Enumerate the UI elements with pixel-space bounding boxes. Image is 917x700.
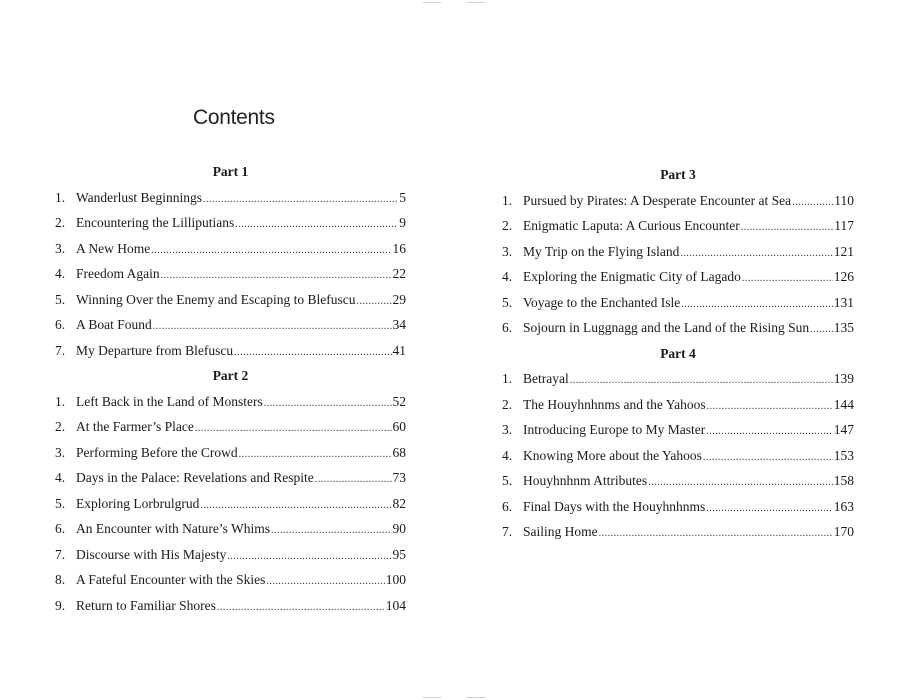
page-number: 100 bbox=[385, 572, 406, 587]
chapter-number: 6. bbox=[502, 498, 513, 514]
chapter-number: 6. bbox=[55, 521, 66, 536]
part-heading: Part 2 bbox=[212, 368, 249, 383]
chapter-number: 5. bbox=[55, 291, 66, 307]
page-number: 144 bbox=[833, 396, 854, 412]
toc-entry[interactable] bbox=[502, 188, 854, 214]
toc-entry[interactable] bbox=[502, 239, 854, 265]
chapter-title: Exploring Lorbrulgrud bbox=[76, 495, 200, 511]
chapter-number: 2. bbox=[55, 215, 66, 230]
page-title: Contents bbox=[193, 106, 275, 129]
dot-leader bbox=[217, 595, 385, 621]
part-heading: Part 1 bbox=[212, 164, 249, 179]
toc-entry[interactable] bbox=[502, 366, 854, 392]
dot-leader bbox=[681, 292, 833, 318]
part-heading: Part 4 bbox=[660, 345, 696, 361]
chapter-number: 5. bbox=[55, 495, 66, 511]
page-number: 60 bbox=[392, 419, 406, 434]
dot-leader bbox=[680, 241, 832, 267]
chapter-number: 8. bbox=[55, 572, 66, 587]
page-number: 73 bbox=[392, 470, 406, 485]
dot-leader bbox=[195, 416, 392, 442]
dot-leader bbox=[792, 190, 833, 216]
chapter-title: A Fateful Encounter with the Skies bbox=[76, 572, 266, 587]
chapter-number: 7. bbox=[55, 546, 66, 562]
chapter-number: 2. bbox=[502, 396, 513, 412]
chapter-title: At the Farmer’s Place bbox=[76, 419, 194, 434]
toc-entry[interactable] bbox=[55, 236, 406, 262]
chapter-number: 7. bbox=[502, 524, 513, 539]
chapter-title: Winning Over the Enemy and Escaping to Blefuscu bbox=[76, 291, 356, 307]
toc-entry[interactable] bbox=[55, 414, 406, 440]
chapter-number: 3. bbox=[55, 444, 66, 460]
dot-leader bbox=[239, 442, 392, 468]
chapter-title: My Departure from Blefuscu bbox=[76, 342, 234, 358]
chapter-title: Final Days with the Houyhnhnms bbox=[523, 498, 706, 514]
toc-entry[interactable] bbox=[55, 312, 406, 338]
page-number: 121 bbox=[833, 243, 854, 259]
crop-mark-top-right bbox=[467, 2, 485, 3]
dot-leader bbox=[648, 470, 833, 496]
page-number: 82 bbox=[392, 495, 406, 511]
chapter-number: 7. bbox=[55, 342, 66, 358]
dot-leader bbox=[742, 266, 833, 292]
page-number: 22 bbox=[392, 266, 406, 281]
toc-entry[interactable] bbox=[55, 185, 406, 211]
toc-entry[interactable] bbox=[55, 593, 406, 619]
chapter-number: 1. bbox=[502, 371, 513, 386]
toc-right-column bbox=[502, 162, 854, 545]
page-number: 34 bbox=[392, 317, 406, 332]
toc-entry[interactable] bbox=[55, 567, 406, 593]
chapter-number: 6. bbox=[55, 317, 66, 332]
toc-entry[interactable] bbox=[55, 516, 406, 542]
page-number: 139 bbox=[833, 371, 854, 386]
page-number: 158 bbox=[833, 473, 854, 488]
toc-entry[interactable] bbox=[55, 338, 406, 364]
page-number: 90 bbox=[392, 521, 406, 536]
toc-entry[interactable] bbox=[55, 440, 406, 466]
toc-entry[interactable] bbox=[502, 443, 854, 469]
page-number: 52 bbox=[392, 393, 406, 409]
dot-leader bbox=[151, 238, 391, 264]
page-number: 5 bbox=[399, 189, 406, 205]
page-number: 29 bbox=[392, 291, 406, 307]
toc-entry[interactable] bbox=[502, 392, 854, 418]
chapter-title: Return to Familiar Shores bbox=[76, 597, 216, 613]
dot-leader bbox=[200, 493, 391, 519]
dot-leader bbox=[315, 467, 392, 493]
dot-leader bbox=[706, 419, 833, 445]
toc-entry[interactable] bbox=[55, 491, 406, 517]
page-number: 16 bbox=[392, 240, 406, 256]
dot-leader bbox=[599, 521, 833, 547]
page-number: 95 bbox=[392, 546, 406, 562]
chapter-number: 2. bbox=[502, 218, 513, 233]
crop-mark-bottom-right bbox=[467, 697, 485, 698]
dot-leader bbox=[227, 544, 391, 570]
chapter-number: 3. bbox=[502, 243, 513, 259]
chapter-number: 4. bbox=[55, 470, 66, 485]
chapter-title: Encountering the Lilliputians bbox=[76, 215, 235, 230]
chapter-number: 1. bbox=[502, 192, 513, 208]
dot-leader bbox=[203, 187, 398, 213]
chapter-number: 4. bbox=[55, 266, 66, 281]
page-number: 147 bbox=[833, 422, 854, 437]
chapter-title: Introducing Europe to My Master bbox=[523, 422, 706, 437]
dot-leader bbox=[234, 340, 391, 366]
dot-leader bbox=[810, 317, 833, 343]
toc-entry[interactable] bbox=[55, 465, 406, 491]
chapter-title: My Trip on the Flying Island bbox=[523, 243, 680, 259]
chapter-number: 4. bbox=[502, 269, 513, 284]
chapter-title: Days in the Palace: Revelations and Respite bbox=[76, 470, 314, 485]
chapter-title: Knowing More about the Yahoos bbox=[523, 447, 702, 463]
page-number: 104 bbox=[385, 597, 406, 613]
toc-entry[interactable] bbox=[55, 210, 406, 236]
toc-entry[interactable] bbox=[502, 213, 854, 239]
toc-entry[interactable] bbox=[502, 468, 854, 494]
dot-leader bbox=[741, 215, 834, 241]
page-number: 163 bbox=[833, 498, 854, 514]
dot-leader bbox=[266, 569, 384, 595]
dot-leader bbox=[706, 496, 833, 522]
toc-entry[interactable] bbox=[502, 519, 854, 545]
toc-entry[interactable] bbox=[55, 389, 406, 415]
toc-entry[interactable] bbox=[55, 261, 406, 287]
chapter-number: 4. bbox=[502, 447, 513, 463]
chapter-title: Sailing Home bbox=[523, 524, 598, 539]
dot-leader bbox=[570, 368, 833, 394]
chapter-number: 9. bbox=[55, 597, 66, 613]
chapter-title: Voyage to the Enchanted Isle bbox=[523, 294, 681, 310]
page-number: 153 bbox=[833, 447, 854, 463]
chapter-number: 5. bbox=[502, 473, 513, 488]
page-number: 68 bbox=[392, 444, 406, 460]
dot-leader bbox=[153, 314, 392, 340]
chapter-number: 3. bbox=[502, 422, 513, 437]
dot-leader bbox=[357, 289, 392, 315]
chapter-number: 1. bbox=[55, 393, 66, 409]
page-number: 170 bbox=[833, 524, 854, 539]
toc-entry[interactable] bbox=[55, 287, 406, 313]
chapter-number: 6. bbox=[502, 320, 513, 335]
page-number: 135 bbox=[833, 320, 854, 335]
chapter-title: Houyhnhnm Attributes bbox=[523, 473, 648, 488]
chapter-number: 5. bbox=[502, 294, 513, 310]
chapter-title: Sojourn in Luggnagg and the Land of the Rising Sun bbox=[523, 320, 810, 335]
toc-entry[interactable] bbox=[502, 417, 854, 443]
dot-leader bbox=[707, 394, 833, 420]
chapter-title: Enigmatic Laputa: A Curious Encounter bbox=[523, 218, 740, 233]
chapter-number: 2. bbox=[55, 419, 66, 434]
toc-entry[interactable] bbox=[502, 315, 854, 341]
page-number: 117 bbox=[834, 218, 854, 233]
page-number: 126 bbox=[833, 269, 854, 284]
toc-entry[interactable] bbox=[502, 494, 854, 520]
page-number: 131 bbox=[833, 294, 854, 310]
toc-left-column bbox=[55, 159, 406, 618]
dot-leader bbox=[235, 212, 398, 238]
chapter-title: Freedom Again bbox=[76, 266, 160, 281]
chapter-title: Exploring the Enigmatic City of Lagado bbox=[523, 269, 741, 284]
toc-entry[interactable] bbox=[502, 290, 854, 316]
chapter-title: The Houyhnhnms and the Yahoos bbox=[523, 396, 706, 412]
chapter-title: An Encounter with Nature’s Whims bbox=[76, 521, 270, 536]
toc-entry[interactable] bbox=[55, 542, 406, 568]
chapter-title: Performing Before the Crowd bbox=[76, 444, 238, 460]
crop-mark-bottom-left bbox=[423, 697, 441, 698]
chapter-title: Discourse with His Majesty bbox=[76, 546, 227, 562]
dot-leader bbox=[271, 518, 392, 544]
dot-leader bbox=[703, 445, 833, 471]
chapter-title: Wanderlust Beginnings bbox=[76, 189, 203, 205]
toc-entry[interactable] bbox=[502, 264, 854, 290]
crop-mark-top-left bbox=[423, 2, 441, 3]
chapter-title: A New Home bbox=[76, 240, 151, 256]
chapter-number: 3. bbox=[55, 240, 66, 256]
chapter-title: Pursued by Pirates: A Desperate Encounter at Sea bbox=[523, 192, 792, 208]
chapter-title: Left Back in the Land of Monsters bbox=[76, 393, 263, 409]
chapter-title: Betrayal bbox=[523, 371, 569, 386]
chapter-title: A Boat Found bbox=[76, 317, 152, 332]
page-number: 41 bbox=[392, 342, 406, 358]
dot-leader bbox=[161, 263, 392, 289]
page-number: 9 bbox=[399, 215, 406, 230]
dot-leader bbox=[264, 391, 392, 417]
page-number: 110 bbox=[834, 192, 854, 208]
chapter-number: 1. bbox=[55, 189, 66, 205]
part-heading: Part 3 bbox=[660, 167, 696, 182]
